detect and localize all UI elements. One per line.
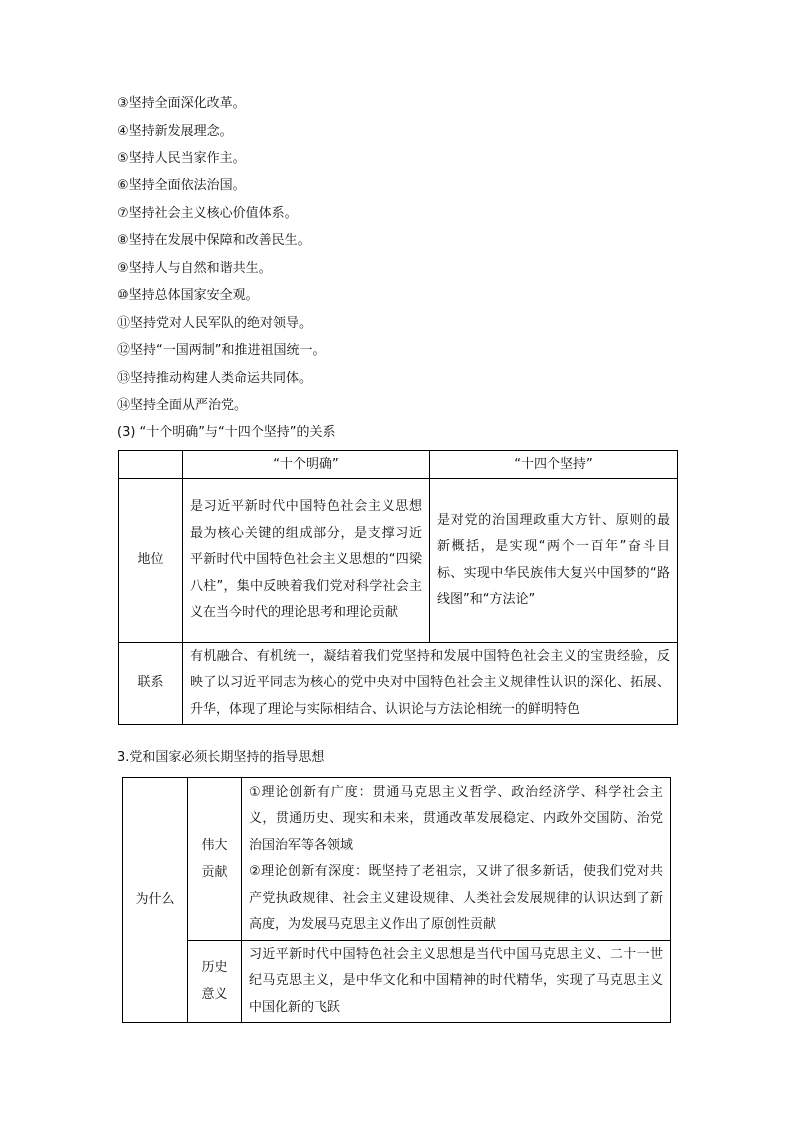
- contribution-cell: [242, 778, 671, 941]
- significance-cell: [242, 941, 671, 1023]
- table-corner-cell: [119, 451, 183, 479]
- section-3-heading: 3.党和国家必须长期坚持的指导思想: [117, 750, 325, 765]
- row-label-significance: [188, 941, 242, 1023]
- list-item: ⑦坚持社会主义核心价值体系。: [117, 206, 298, 221]
- group-label-why: 为什么: [123, 778, 188, 1023]
- contribution-breadth-text: ①理论创新有广度：贯通马克思主义哲学、政治经济学、科学社会主义，贯通历史、现实和未来，贯通改革发展稳定、内政外交国防、治党治国治军等各领域: [249, 784, 663, 853]
- list-item: ⑩坚持总体国家安全观。: [117, 288, 259, 303]
- header-fourteen-adherences: “十四个坚持”: [430, 451, 678, 479]
- significance-text: 习近平新时代中国特色社会主义思想是当代中国马克思主义、二十一世纪马克思主义，是中华文化和中国精神的时代精华，实现了马克思主义中国化新的飞跃: [249, 946, 663, 1015]
- status-fourteen-adherences: [430, 479, 678, 643]
- list-item: ④坚持新发展理念。: [117, 124, 233, 139]
- header-ten-clarifications: “十个明确”: [183, 451, 430, 479]
- status-ten-clarifications: [183, 479, 430, 643]
- status-fourteen-text: 是对党的治国理政重大方针、原则的最新概括，是实现“两个一百年”奋斗目标、实现中华民族伟大复兴中国梦的“路线图”和“方法论”: [437, 512, 670, 607]
- significance-label-text: 历史意义: [201, 960, 228, 1003]
- list-item: ⑫坚持“一国两制”和推进祖国统一。: [117, 343, 326, 358]
- list-item: ⑥坚持全面依法治国。: [117, 178, 246, 193]
- row-label-contribution: [188, 778, 242, 941]
- list-item: ③坚持全面深化改革。: [117, 96, 246, 111]
- guiding-thought-table: [122, 777, 671, 1023]
- row-label-connection: 联系: [119, 643, 183, 725]
- status-ten-text: 是习近平新时代中国特色社会主义思想最为核心关键的组成部分，是支撑习近平新时代中国特色社会主义思想的“四梁八柱”，集中反映着我们党对科学社会主义在当今时代的理论思考和理论贡献: [190, 499, 422, 621]
- list-item: ⑨坚持人与自然和谐共生。: [117, 261, 272, 276]
- list-item: ⑬坚持推动构建人类命运共同体。: [117, 371, 313, 386]
- list-item: ⑧坚持在发展中保障和改善民生。: [117, 233, 311, 248]
- relation-heading: (3) “十个明确”与“十四个坚持”的关系: [117, 425, 336, 440]
- connection-cell: [183, 643, 678, 725]
- relation-table: [118, 450, 678, 725]
- list-item: ⑪坚持党对人民军队的绝对领导。: [117, 316, 313, 331]
- connection-text: 有机融合、有机统一，凝结着我们党坚持和发展中国特色社会主义的宝贵经验，反映了以习近平同志为核心的党中央对中国特色社会主义规律性认识的深化、拓展、升华，体现了理论与实际相结合、认识论与方法论相统一的鲜明特色: [190, 648, 670, 717]
- list-item: ⑭坚持全面从严治党。: [117, 398, 248, 413]
- contribution-depth-text: ②理论创新有深度：既坚持了老祖宗，又讲了很多新话，使我们党对共产党执政规律、社会主义建设规律、人类社会发展规律的认识达到了新高度，为发展马克思主义作出了原创性贡献: [249, 864, 663, 932]
- list-item: ⑤坚持人民当家作主。: [117, 151, 246, 166]
- row-label-status: 地位: [119, 479, 183, 643]
- contribution-label-text: 伟大贡献: [201, 837, 228, 880]
